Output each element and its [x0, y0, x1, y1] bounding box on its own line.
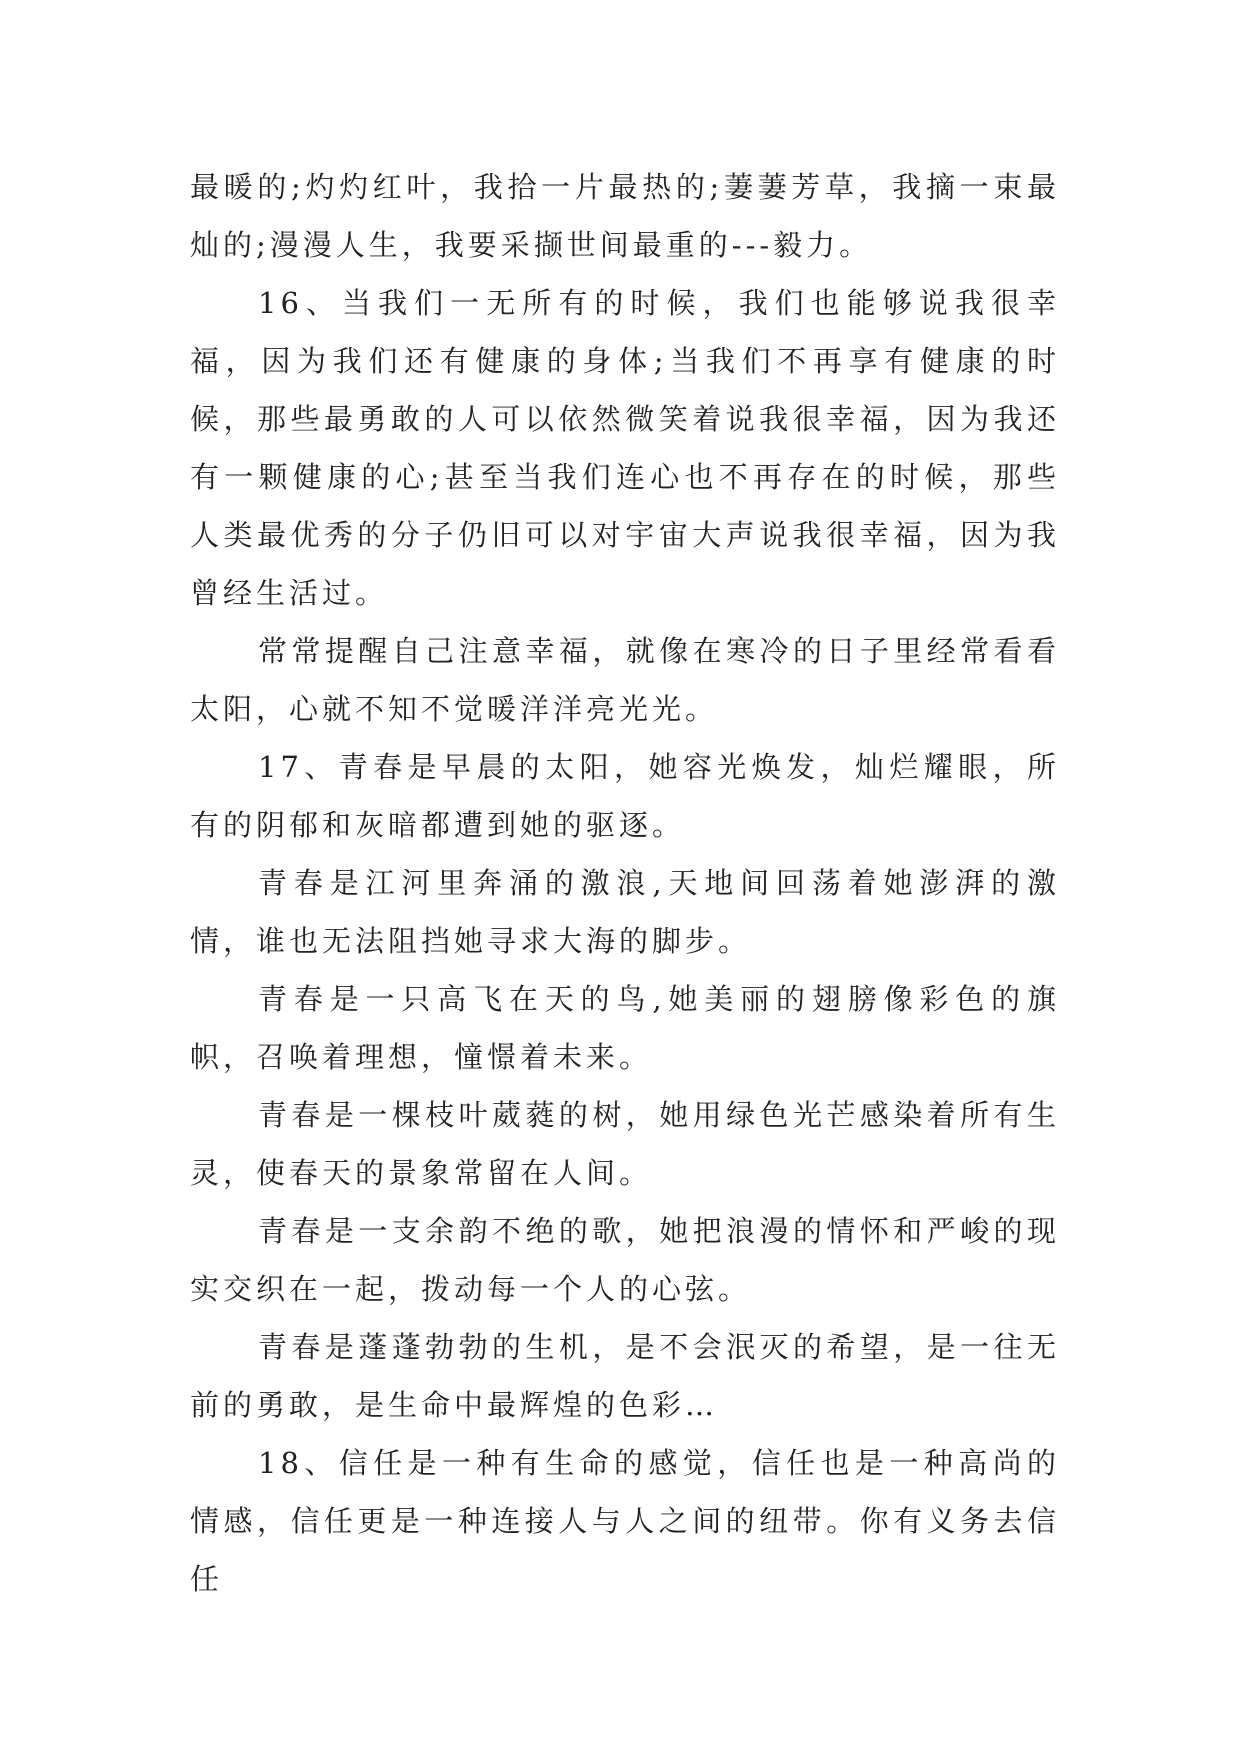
paragraph-8: 青春是一支余韵不绝的歌，她把浪漫的情怀和严峻的现实交织在一起，拨动每一个人的心弦。 [190, 1214, 1060, 1306]
paragraph-6: 青春是一只高飞在天的鸟,她美丽的翅膀像彩色的旗帜，召唤着理想，憧憬着未来。 [190, 982, 1060, 1074]
paragraph-5: 青春是江河里奔涌的激浪,天地间回荡着她澎湃的激情，谁也无法阻挡她寻求大海的脚步。 [190, 866, 1060, 958]
paragraph-3: 常常提醒自己注意幸福，就像在寒冷的日子里经常看看太阳，心就不知不觉暖洋洋亮光光。 [190, 634, 1060, 726]
paragraph-1: 最暖的;灼灼红叶，我拾一片最热的;萋萋芳草，我摘一束最灿的;漫漫人生，我要采撷世间最重的---毅力。 [190, 170, 1060, 262]
paragraph-4: 17、青春是早晨的太阳，她容光焕发，灿烂耀眼，所有的阴郁和灰暗都遭到她的驱逐。 [190, 750, 1060, 842]
paragraph-2: 16、当我们一无所有的时候，我们也能够说我很幸福，因为我们还有健康的身体;当我们不再享有健康的时候，那些最勇敢的人可以依然微笑着说我很幸福，因为我还有一颗健康的心;甚至当我们连心也不再存在的时候，那些人类最优秀的分子仍旧可以对宇宙大声说我很幸福，因为我曾经生活过。 [190, 286, 1060, 610]
paragraph-9: 青春是蓬蓬勃勃的生机，是不会泯灭的希望，是一往无前的勇敢，是生命中最辉煌的色彩… [190, 1330, 1060, 1422]
paragraph-10: 18、信任是一种有生命的感觉，信任也是一种高尚的情感，信任更是一种连接人与人之间的纽带。你有义务去信任 [190, 1446, 1060, 1596]
document-body [190, 158, 1060, 1608]
paragraph-7: 青春是一棵枝叶葳蕤的树，她用绿色光芒感染着所有生灵，使春天的景象常留在人间。 [190, 1098, 1060, 1190]
